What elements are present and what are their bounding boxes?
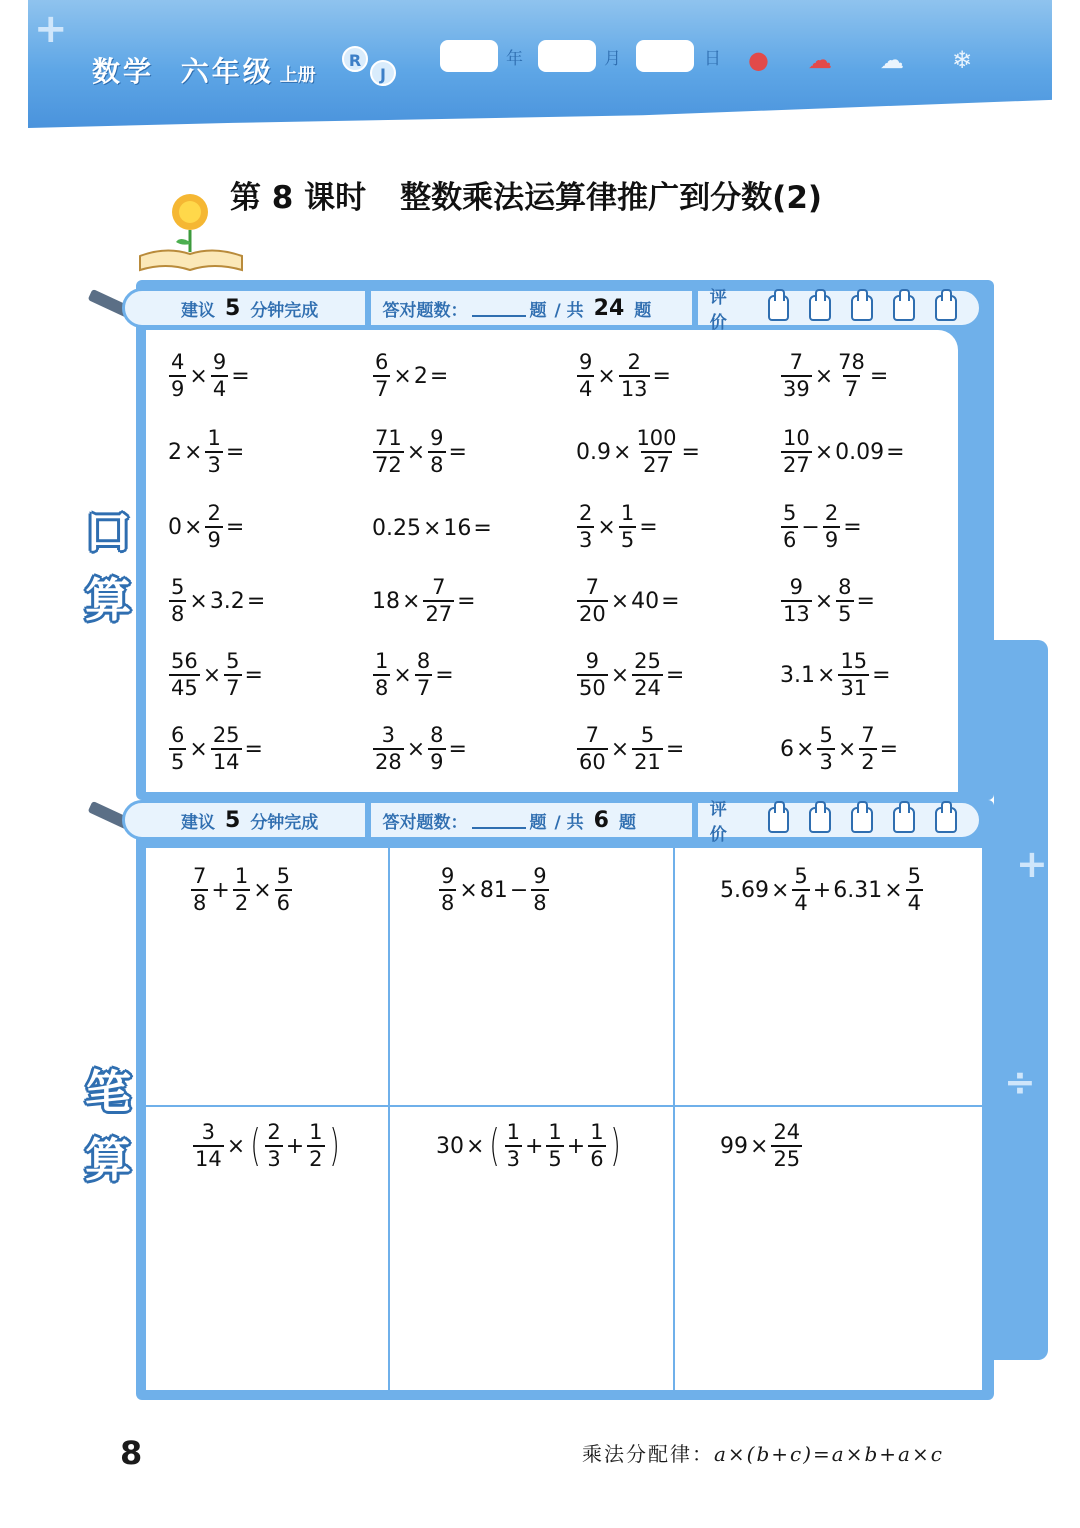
oral-side-label: 口 算 xyxy=(85,505,131,627)
thumb-rating-1-icon[interactable] xyxy=(768,807,790,833)
thumb-rating-2-icon[interactable] xyxy=(809,807,831,833)
oral-info-bar: 建议 5 分钟完成 答对题数： 题 / 共 24 题 评价 xyxy=(122,288,982,328)
day-label: 日 xyxy=(704,49,721,69)
year-label: 年 xyxy=(506,49,523,69)
month-field[interactable] xyxy=(538,40,596,72)
thumb-rating-5-icon[interactable] xyxy=(935,807,957,833)
divide-decoration-icon: ÷ xyxy=(1004,1060,1036,1104)
oral-problem-18: $\frac{1}{8}$ × $\frac{8}{7}$ = xyxy=(375,649,454,700)
book-title: 数学 六年级 上册 xyxy=(92,55,316,88)
thumb-rating-2-icon[interactable] xyxy=(809,295,831,321)
thumb-rating-3-icon[interactable] xyxy=(851,295,873,321)
plus-decoration-icon: + xyxy=(1016,842,1048,886)
written-problem-1[interactable]: $\frac{7}{8}$ + $\frac{1}{2}$ × $\frac{5}{6}$ xyxy=(193,864,290,915)
oral-problem-8: $\frac{10}{27}$ × 0.09 = xyxy=(783,426,905,477)
thumb-rating-3-icon[interactable] xyxy=(851,807,873,833)
oral-problem-24: 6 × $\frac{5}{3}$ × $\frac{7}{2}$ = xyxy=(780,723,899,774)
oral-problem-13: $\frac{5}{8}$ × 3.2 = xyxy=(171,575,266,626)
oral-problem-19: $\frac{9}{50}$ × $\frac{25}{24}$ = xyxy=(579,649,685,700)
snow-icon[interactable]: ❄ xyxy=(952,46,973,74)
thumb-rating-4-icon[interactable] xyxy=(893,807,915,833)
lesson-title: 第 8 课时 整数乘法运算律推广到分数(2) xyxy=(230,180,823,216)
thumb-rating-1-icon[interactable] xyxy=(768,295,790,321)
oral-problem-10: 0.25 × 16 = xyxy=(372,516,492,541)
written-problem-3[interactable]: 5.69 × $\frac{5}{4}$ + 6.31 × $\frac{5}{4}$ xyxy=(720,864,922,915)
year-field[interactable] xyxy=(440,40,498,72)
written-problem-5[interactable]: 30 × ( $\frac{1}{3}$ + $\frac{1}{5}$ + $\frac{1}{6}$ ) xyxy=(436,1120,621,1171)
grid-divider xyxy=(146,1105,982,1107)
oral-problem-7: 0.9 × $\frac{100}{27}$ = xyxy=(576,426,700,477)
written-problem-6[interactable]: 99 × $\frac{24}{25}$ xyxy=(720,1120,801,1171)
oral-problem-1: $\frac{4}{9}$ × $\frac{9}{4}$ = xyxy=(171,350,250,401)
oral-problem-4: $\frac{7}{39}$ × $\frac{78}{7}$ = xyxy=(783,350,889,401)
oral-problem-3: $\frac{9}{4}$ × $\frac{2}{13}$ = xyxy=(579,350,671,401)
correct-count-blank[interactable] xyxy=(472,299,526,317)
partly-cloudy-icon[interactable]: ☁ xyxy=(808,46,832,74)
oral-problem-14: 18 × $\frac{7}{27}$ = xyxy=(372,575,476,626)
oral-problem-15: $\frac{7}{20}$ × 40 = xyxy=(579,575,680,626)
oral-problem-17: $\frac{56}{45}$ × $\frac{5}{7}$ = xyxy=(171,649,263,700)
written-problem-4[interactable]: $\frac{3}{14}$ × ( $\frac{2}{3}$ + $\frac{1}{2}$ ) xyxy=(195,1120,340,1171)
side-tab xyxy=(994,640,1048,1360)
oral-problem-6: $\frac{71}{72}$ × $\frac{9}{8}$ = xyxy=(375,426,467,477)
plus-decoration-icon: + xyxy=(34,6,68,52)
day-field[interactable] xyxy=(636,40,694,72)
written-panel-body xyxy=(146,848,982,1390)
written-side-label: 笔 算 xyxy=(85,1065,131,1187)
oral-problem-2: $\frac{6}{7}$ × 2 = xyxy=(375,350,449,401)
oral-problem-11: $\frac{2}{3}$ × $\frac{1}{5}$ = xyxy=(579,501,658,552)
written-problem-2[interactable]: $\frac{9}{8}$ × 81 − $\frac{9}{8}$ xyxy=(441,864,547,915)
oral-problem-9: 0 × $\frac{2}{9}$ = xyxy=(168,501,245,552)
oral-problem-12: $\frac{5}{6}$ − $\frac{2}{9}$ = xyxy=(783,501,862,552)
oral-problem-22: $\frac{3}{28}$ × $\frac{8}{9}$ = xyxy=(375,723,467,774)
cloudy-icon[interactable]: ☁ xyxy=(880,46,904,74)
distributive-law-note: 乘法分配律：a×(b+c)=a×b+a×c xyxy=(582,1442,944,1466)
page-number: 8 xyxy=(120,1434,143,1472)
grid-divider xyxy=(388,848,390,1390)
badge-j: J xyxy=(370,60,396,86)
month-label: 月 xyxy=(604,49,621,69)
sunny-icon[interactable]: ● xyxy=(748,46,769,74)
grid-divider xyxy=(673,848,675,1390)
oral-problem-21: $\frac{6}{5}$ × $\frac{25}{14}$ = xyxy=(171,723,263,774)
thumb-rating-4-icon[interactable] xyxy=(893,295,915,321)
thumb-rating-5-icon[interactable] xyxy=(935,295,957,321)
oral-problem-20: 3.1 × $\frac{15}{31}$ = xyxy=(780,649,891,700)
oral-problem-23: $\frac{7}{60}$ × $\frac{5}{21}$ = xyxy=(579,723,685,774)
badge-r: R xyxy=(342,46,368,72)
correct-count-blank[interactable] xyxy=(472,811,526,829)
oral-problem-16: $\frac{9}{13}$ × $\frac{8}{5}$ = xyxy=(783,575,875,626)
oral-problem-5: 2 × $\frac{1}{3}$ = xyxy=(168,426,245,477)
written-info-bar: 建议 5 分钟完成 答对题数： 题 / 共 6 题 评价 xyxy=(122,800,982,840)
